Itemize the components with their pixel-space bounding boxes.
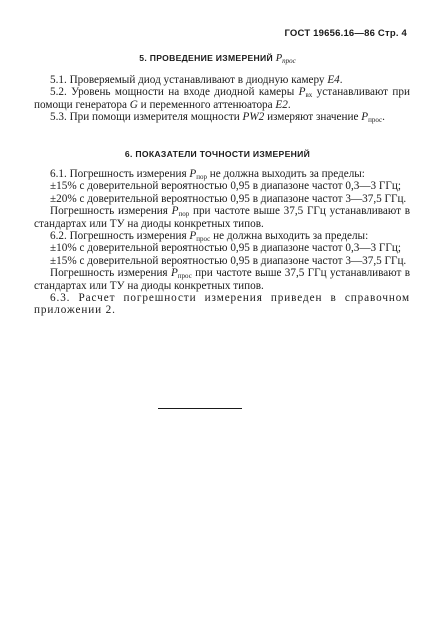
paragraph-6-1: 6.1. Погрешность измерения $P_{пор}$ не должна выходить за пределы: (50, 168, 365, 181)
paragraph-5-3: 5.3. При помощи измерителя мощности PW2 измеряют значение $P_{прос}$. (50, 111, 385, 125)
section-5-symbol: $P_{прос}$ (275, 53, 296, 65)
page-header: ГОСТ 19656.16—86 Стр. 4 (284, 28, 407, 39)
end-rule (158, 408, 242, 409)
paragraph-6-1-note: Погрешность измерения $P_{пор}$ при частоте выше 37,5 ГГц устанавливают в стандартах или ТУ на диоды конкретных типов. (34, 205, 410, 230)
paragraph-6-2: 6.2. Погрешность измерения $P_{прос}$ не должна выходить за пределы: (50, 230, 369, 244)
section-5-title: 5. ПРОВЕДЕНИЕ ИЗМЕРЕНИЙ (139, 53, 273, 63)
section-5-body (34, 74, 410, 124)
paragraph-6-2-note: Погрешность измерения $P_{прос}$ при частоте выше 37,5 ГГц устанавливают в стандартах или ТУ на диоды конкретных типов. (34, 267, 410, 292)
paragraph-6-1-item-2: ±20% с доверительной вероятностью 0,95 в диапазоне частот 3—37,5 ГГц. (50, 192, 407, 205)
paragraph-6-3: 6.3. Расчет погрешности измерения приведен в справочном приложении 2. (34, 292, 410, 317)
paragraph-6-2-item-2: ±15% с доверительной вероятностью 0,95 в диапазоне частот 3—37,5 ГГц. (50, 254, 407, 267)
section-5-heading (0, 53, 435, 64)
paragraph-6-2-item-1: ±10% с доверительной вероятностью 0,95 в диапазоне частот 0,3—3 ГГц; (50, 242, 401, 255)
section-6-body (34, 168, 410, 317)
paragraph-5-1: 5.1. Проверяемый диод устанавливают в диодную камеру E4. (50, 74, 343, 86)
section-6-heading: 6. ПОКАЗАТЕЛИ ТОЧНОСТИ ИЗМЕРЕНИЙ (124, 149, 311, 159)
paragraph-5-2: 5.2. Уровень мощности на входе диодной камеры $P_{вх}$ устанавливают при помощи генератора G и переменного аттенюатора E2. (34, 86, 410, 111)
paragraph-6-1-item-1: ±15% с доверительной вероятностью 0,95 в диапазоне частот 0,3—3 ГГц; (50, 180, 401, 193)
